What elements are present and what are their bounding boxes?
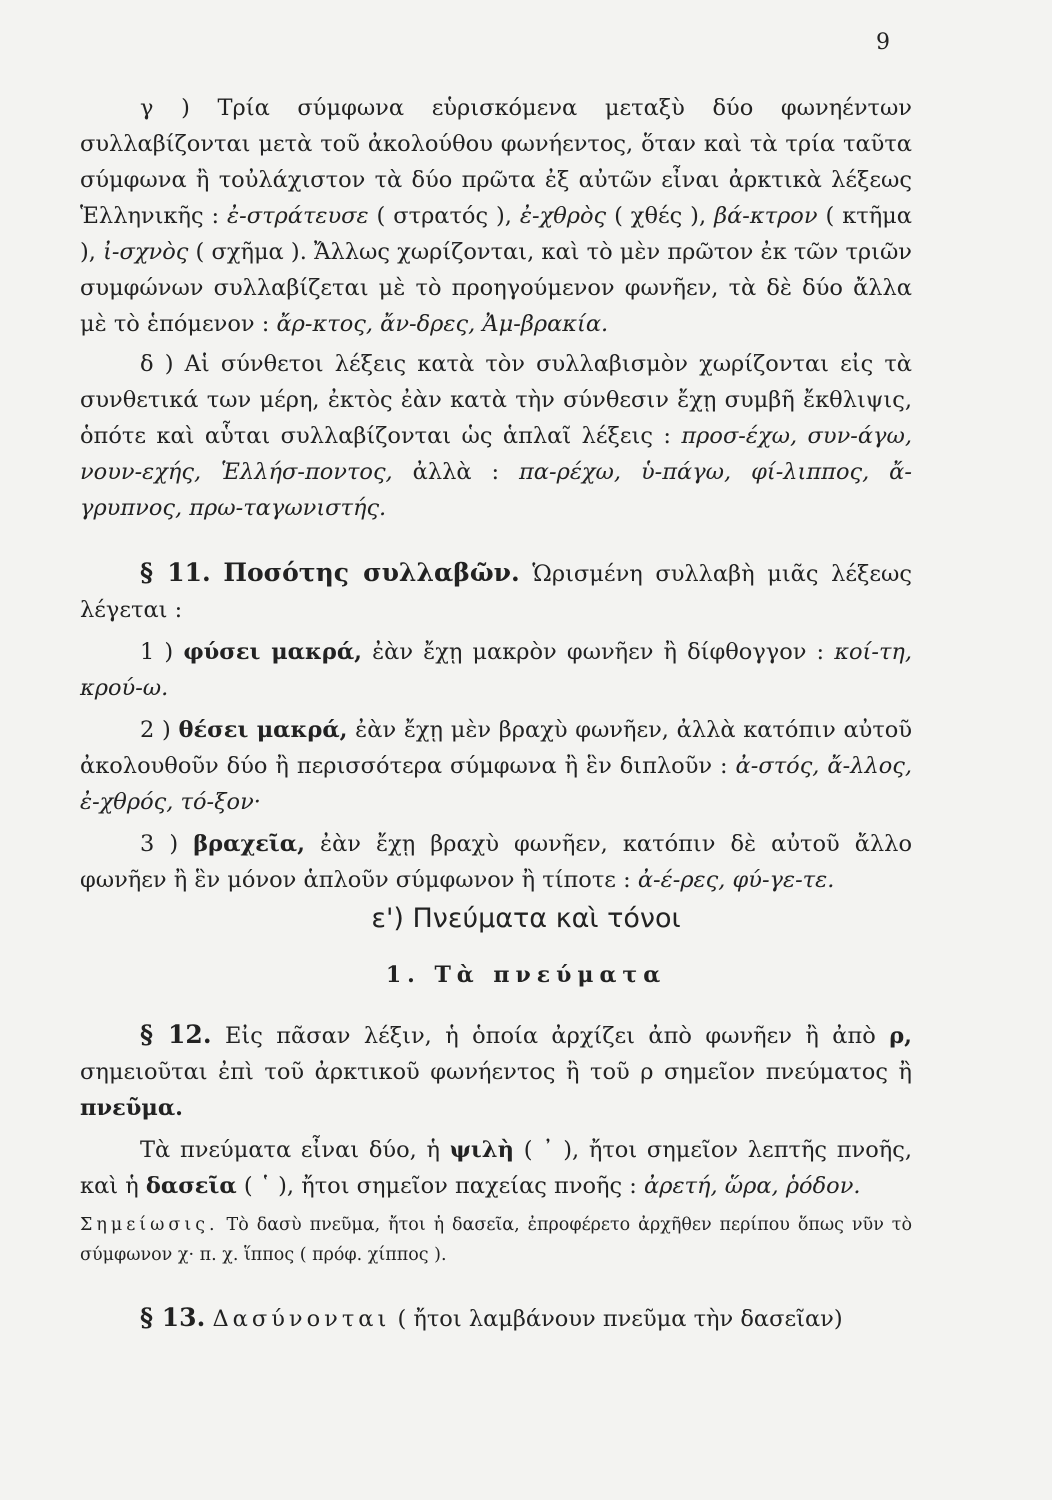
para-delta-text1: Αἱ σύνθετοι λέξεις κατὰ τὸν συλλαβισμὸν χωρίζονται εἰς τὰ συνθετικά των μέρη, ἐκτὸς ἐὰν κατὰ τὴν σύνθεσιν ἔχῃ συμβῆ ἔκθλιψις, ὁπότε καὶ αὗται συλλαβίζονται ὡς ἁπλαῖ λέξεις :	[80, 351, 912, 449]
note-label: Σημείωσις.	[80, 1215, 219, 1235]
section-13	[80, 1300, 912, 1337]
section-11-number: § 11.	[140, 558, 211, 587]
item-2-example: ἀ-στός, ἄ-λλος, ἐ-χθρός, τό-ξον·	[80, 753, 913, 815]
item-2-term: θέσει μακρά,	[178, 717, 348, 743]
item-3-text: ἐὰν ἔχῃ βραχὺ φωνῆεν, κατόπιν δὲ αὐτοῦ ἄλλο φωνῆεν ἢ ἓν μόνον ἁπλοῦν σύμφωνον ἢ τίποτε :	[80, 831, 912, 893]
para-gamma-example: ἰ-σχνὸς	[103, 239, 189, 265]
section-11-text: Ὡρισμένη συλλαβὴ μιᾶς λέξεως λέγεται :	[80, 561, 912, 623]
para-gamma-gloss: ( κτῆμα ),	[80, 203, 913, 265]
page-number: 9	[876, 30, 890, 55]
item-1-text: ἐὰν ἔχῃ μακρὸν φωνῆεν ἢ δίφθογγον :	[361, 639, 835, 665]
item-1-example: κοί-τη, κρού-ω.	[80, 639, 913, 701]
section-13-term: Δασύνονται	[212, 1306, 391, 1332]
section-12-rho: ρ,	[889, 1023, 912, 1049]
para-delta-text2: ἀλλὰ :	[392, 459, 520, 485]
section-11	[80, 555, 912, 898]
para-gamma-text2: Ἄλλως χωρίζονται, καὶ τὸ μὲν πρῶτον ἐκ τῶν τριῶν συμφώνων συλλαβίζεται μὲ τὸ προηγούμενον φωνῆεν, τὰ δὲ δύο ἄλλα μὲ τὸ ἑπόμενον :	[80, 239, 912, 337]
section-11-title: Ποσότης συλλαβῶν.	[223, 558, 520, 587]
para-gamma-gloss: ( στρατός ),	[368, 203, 520, 229]
section-12-text2: σημειοῦται ἐπὶ τοῦ ἀρκτικοῦ φωνήεντος ἢ τοῦ ρ σημεῖον πνεύματος ἢ	[80, 1059, 912, 1085]
item-3-term: βραχεῖα,	[193, 831, 305, 857]
section-12-p2-text2: ( ᾿ ), ἤτοι σημεῖον λεπτῆς πνοῆς, καὶ ἡ	[80, 1137, 913, 1199]
para-gamma-marker: γ )	[140, 95, 190, 121]
section-12	[80, 1017, 912, 1204]
para-gamma-example: ἐ-χθρὸς	[519, 203, 607, 229]
section-13-number: § 13.	[140, 1303, 206, 1332]
item-3-marker: 3 )	[140, 831, 179, 857]
para-gamma-text1: Τρία σύμφωνα εὑρισκόμενα μεταξὺ δύο φωνηέντων συλλαβίζονται μετὰ τοῦ ἀκολούθου φωνήεντος, ὅταν καὶ τὰ τρία ταῦτα σύμφωνα ἢ τοὐλάχιστον τὰ δύο πρῶτα ἐξ αὐτῶν εἶναι ἀρκτικὰ λέξεως Ἑλληνικῆς :	[80, 95, 912, 229]
note-text: Τὸ δασὺ πνεῦμα, ἤτοι ἡ δασεῖα, ἐπροφέρετο ἀρχῆθεν περίπου ὅπως νῦν τὸ σύμφωνον χ· π. χ. ἵππος ( πρόφ. χίππος ).	[80, 1215, 912, 1265]
item-2-marker: 2 )	[140, 717, 171, 743]
section-12-p2-text3: ( ῾ ), ἤτοι σημεῖον παχείας πνοῆς :	[236, 1173, 645, 1199]
section-12-number: § 12.	[140, 1020, 212, 1049]
daseia-term: δασεῖα	[145, 1173, 237, 1199]
paragraph-delta	[80, 346, 912, 526]
para-gamma-example: ἄρ-κτος, ἄν-δρες, Ἀμ-βρακία.	[276, 311, 609, 337]
note	[80, 1210, 912, 1270]
section-13-text: ( ἤτοι λαμβάνουν πνεῦμα τὴν δασεῖαν)	[390, 1306, 843, 1332]
para-delta-example: πα-ρέχω, ὑ-πάγω, φί-λιππος, ἄ-γρυπνος, πρω-ταγωνιστής.	[80, 459, 912, 521]
para-gamma-gloss: ( χθές ),	[606, 203, 715, 229]
section-12-p2-text1: Τὰ πνεύματα εἶναι δύο, ἡ	[140, 1137, 450, 1163]
para-gamma-example: ἐ-στράτευσε	[227, 203, 369, 229]
psili-term: ψιλὴ	[449, 1137, 514, 1163]
section-12-pneuma: πνεῦμα.	[80, 1095, 183, 1121]
item-1-term: φύσει μακρά,	[183, 639, 362, 665]
para-gamma-gloss: ( σχῆμα ).	[188, 239, 315, 265]
paragraph-gamma	[80, 90, 912, 342]
section-12-example: ἀρετή, ὥρα, ῥόδον.	[644, 1173, 861, 1199]
chapter-heading: ε') Πνεύματα καὶ τόνοι	[371, 903, 681, 934]
para-delta-marker: δ )	[140, 351, 174, 377]
para-delta-example: προσ-έχω, συν-άγω, νουν-εχής, Ἑλλήσ-ποντος,	[80, 423, 912, 485]
item-3-example: ἀ-έ-ρες, φύ-γε-τε.	[637, 867, 835, 893]
section-12-text1: Εἰς πᾶσαν λέξιν, ἡ ὁποία ἀρχίζει ἀπὸ φωνῆεν ἢ ἀπὸ	[211, 1023, 890, 1049]
subheading: 1. Τὰ πνεύματα	[385, 962, 667, 988]
para-gamma-example: βά-κτρον	[714, 203, 818, 229]
item-2-text: ἐὰν ἔχῃ μὲν βραχὺ φωνῆεν, ἀλλὰ κατόπιν αὐτοῦ ἀκολουθοῦν δύο ἢ περισσότερα σύμφωνα ἢ ἓν διπλοῦν :	[80, 717, 913, 779]
item-1-marker: 1 )	[140, 639, 174, 665]
